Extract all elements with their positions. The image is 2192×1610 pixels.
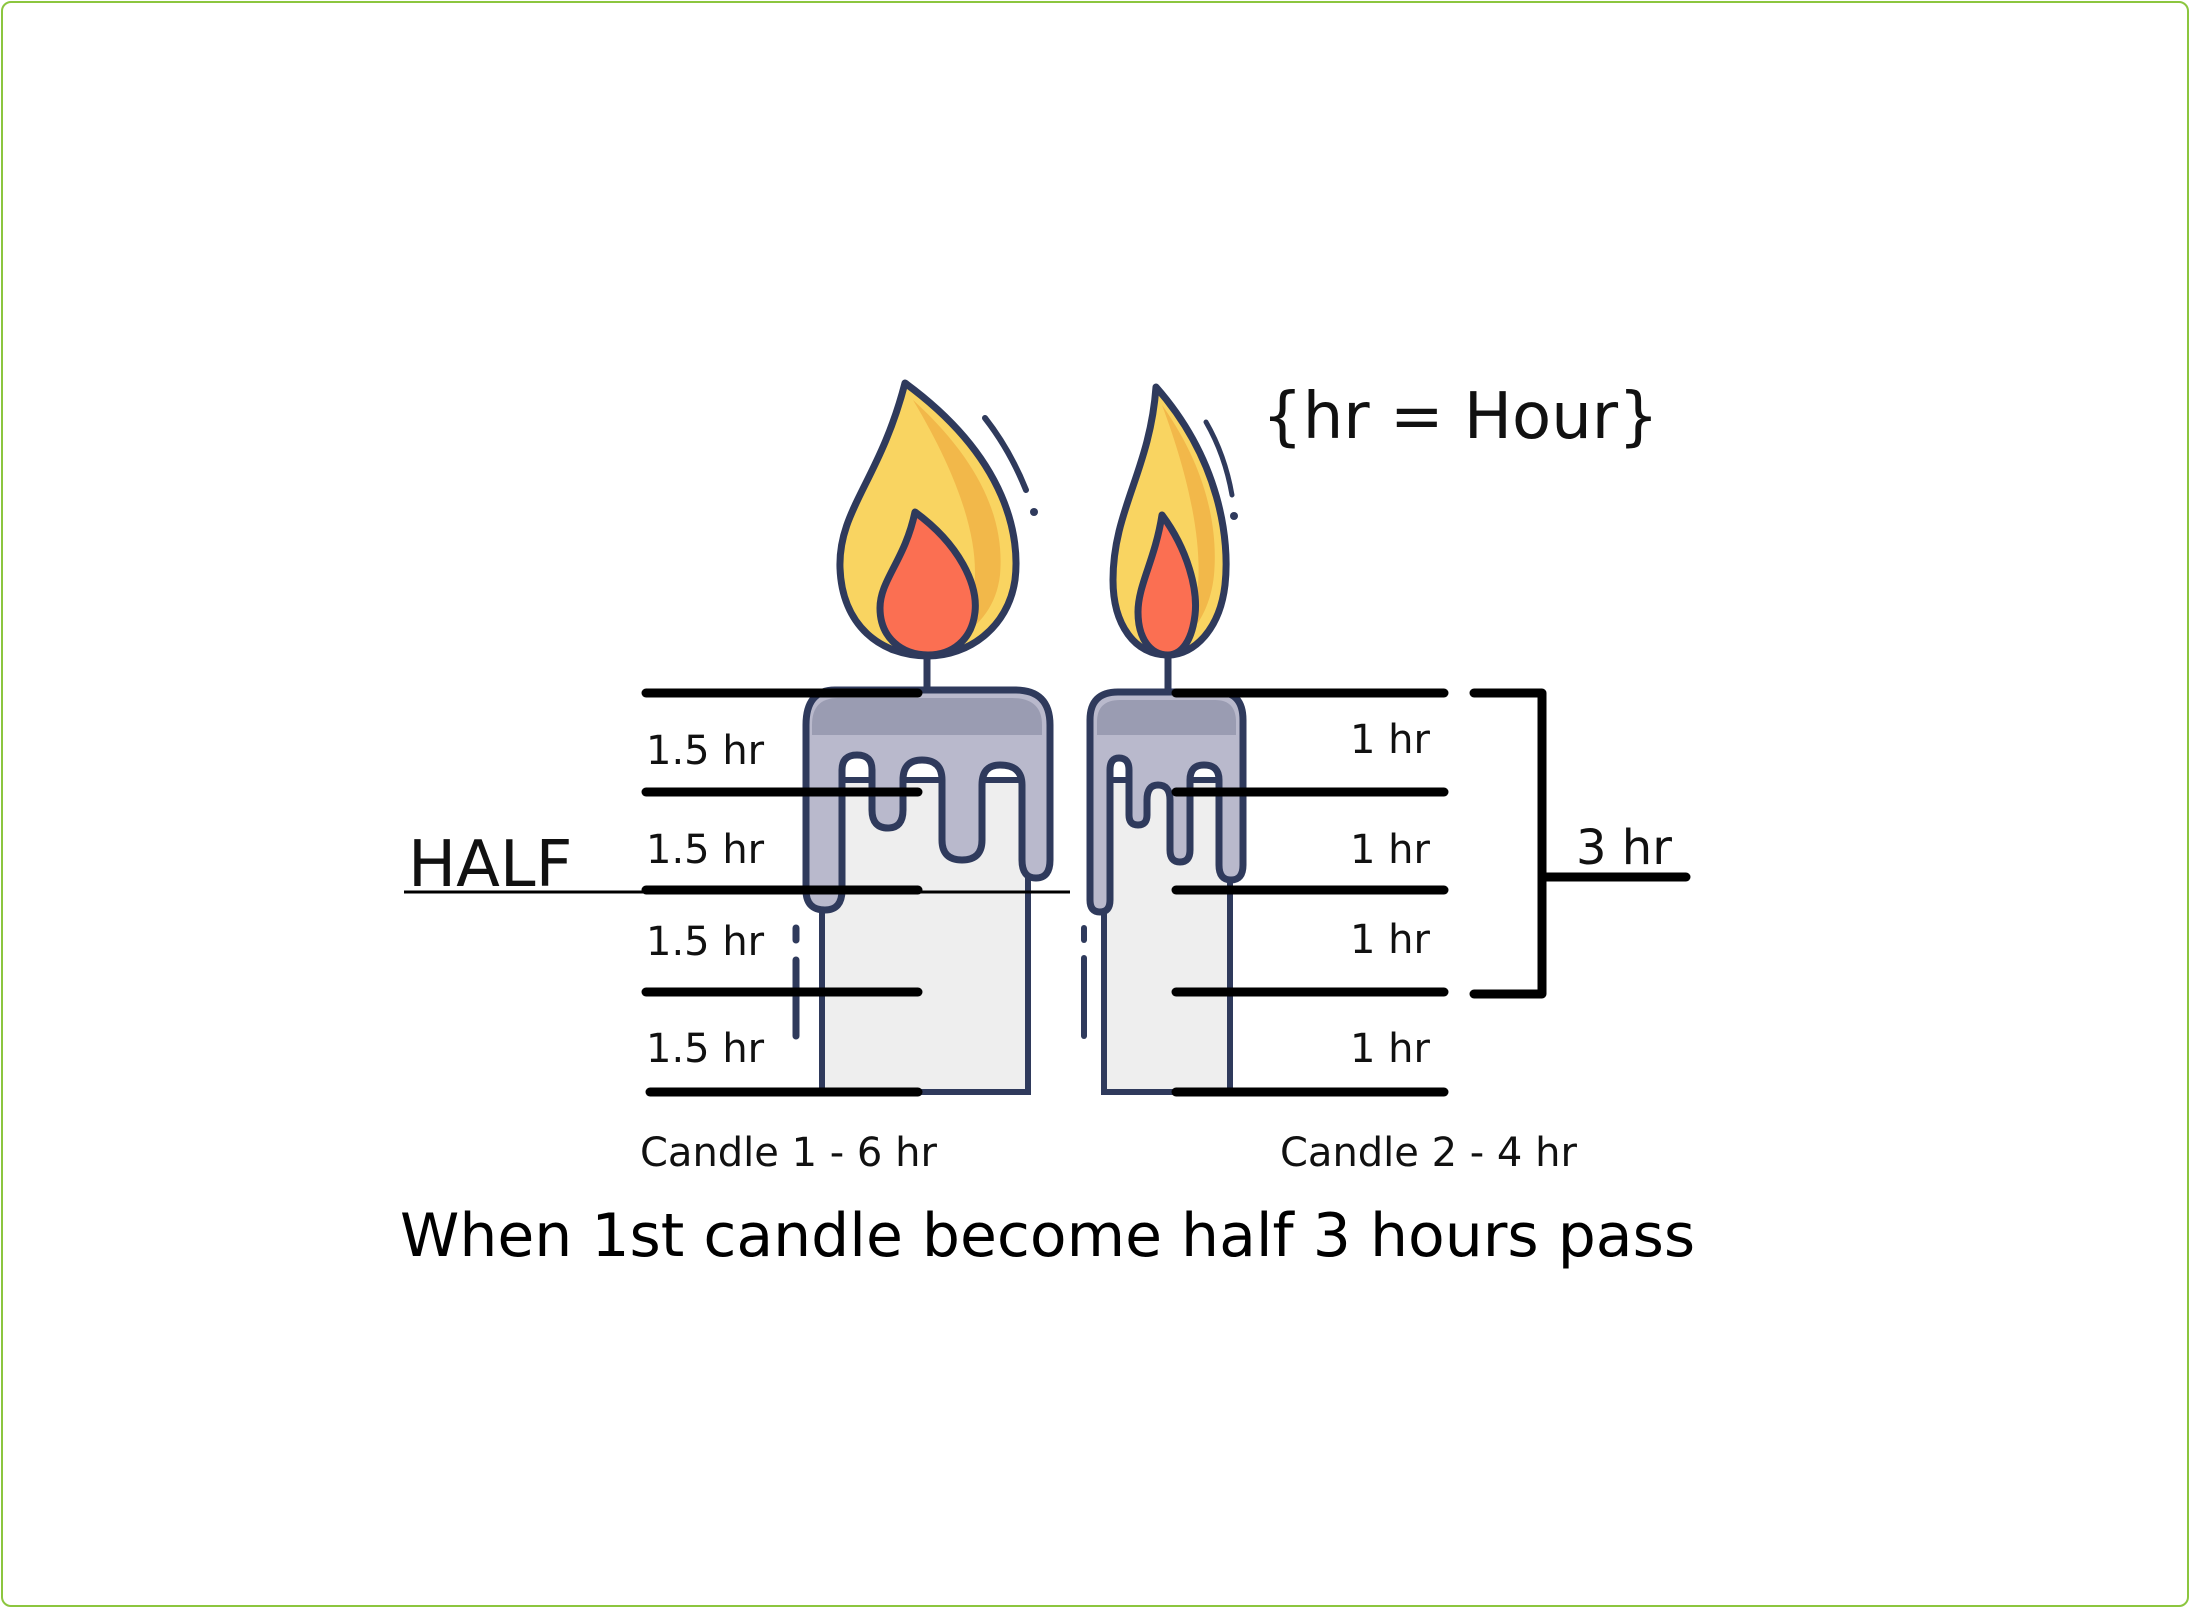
candle-1-wax-shadow bbox=[812, 698, 1042, 735]
half-label: HALF bbox=[408, 828, 573, 902]
candle-2 bbox=[1084, 387, 1243, 1092]
candle-1-segment-label: 1.5 hr bbox=[646, 919, 765, 965]
candle-1 bbox=[796, 383, 1050, 1092]
candle-2-segment-label: 1 hr bbox=[1350, 1026, 1430, 1072]
candle-2-segment-label: 1 hr bbox=[1350, 717, 1430, 763]
candle-1-segment-label: 1.5 hr bbox=[646, 1026, 765, 1072]
candle-1-glow-dot bbox=[1030, 508, 1038, 516]
legend-text: {hr = Hour} bbox=[1262, 380, 1659, 454]
caption: When 1st candle become half 3 hours pass bbox=[400, 1201, 1696, 1271]
candle-1-segment-label: 1.5 hr bbox=[646, 728, 765, 774]
candle-1-segment-label: 1.5 hr bbox=[646, 827, 765, 873]
three-hour-bracket bbox=[1474, 693, 1542, 994]
candle-1-body bbox=[822, 780, 1028, 1092]
candle-2-wax-shadow bbox=[1097, 700, 1236, 735]
candle-1-label: Candle 1 - 6 hr bbox=[640, 1130, 937, 1176]
candle-2-segment-label: 1 hr bbox=[1350, 917, 1430, 963]
candle-2-label: Candle 2 - 4 hr bbox=[1280, 1130, 1577, 1176]
candle-2-glow-dot bbox=[1230, 512, 1238, 520]
bracket-label: 3 hr bbox=[1576, 820, 1672, 876]
candle-2-segment-label: 1 hr bbox=[1350, 827, 1430, 873]
